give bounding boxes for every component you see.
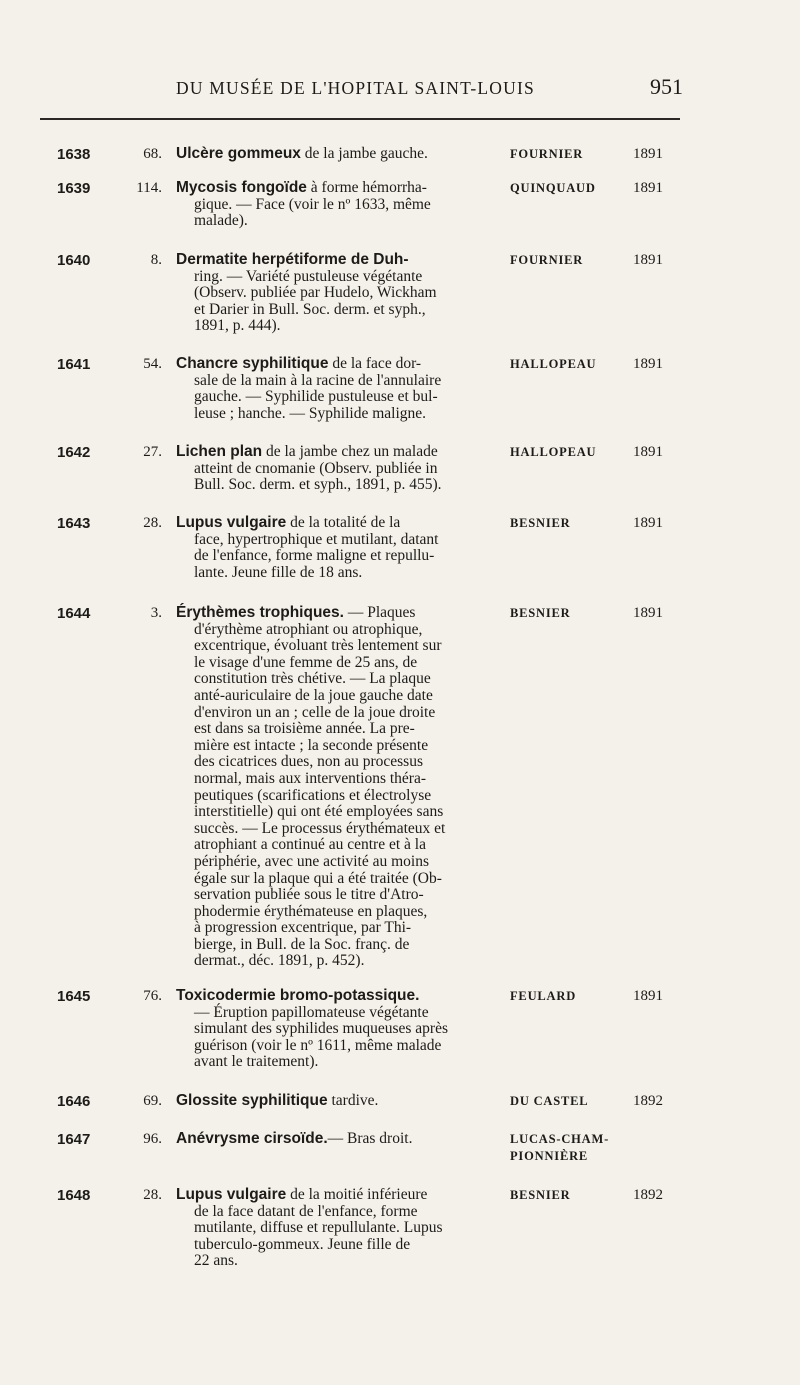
- entry-ref: 114.: [136, 180, 162, 196]
- entry-title: Anévrysme cirsoïde.: [176, 1130, 328, 1147]
- entry-ref: 54.: [143, 356, 162, 372]
- entry-author: FOURNIER: [510, 147, 584, 161]
- entry-number: 1639: [57, 180, 91, 197]
- entry-line: gique. — Face (voir le nº 1633, même: [194, 195, 431, 213]
- entry-line: 22 ans.: [194, 1252, 238, 1270]
- entry-title: Lupus vulgaire: [176, 1186, 287, 1203]
- entry-author: LUCAS-CHAM- PIONNIÈRE: [510, 1132, 610, 1163]
- entry-line: avant le traitement).: [194, 1053, 319, 1071]
- entry-line: leuse ; hanche. — Syphilide maligne.: [194, 404, 427, 422]
- entry-line: normal, mais aux interventions théra-: [194, 769, 427, 787]
- entry-line: simulant des syphilides muqueuses après: [194, 1020, 448, 1038]
- entry-ref: 3.: [150, 605, 162, 621]
- entry-year: 1891: [633, 146, 663, 162]
- entry-line: excentrique, évoluant très lentement sur: [194, 637, 442, 655]
- entry-line: — Plaques: [347, 604, 416, 621]
- entry-line: tuberculo-gommeux. Jeune fille de: [194, 1235, 411, 1253]
- entry-author: FOURNIER: [510, 253, 584, 267]
- entry-year: 1892: [633, 1093, 663, 1109]
- entry-line: est dans sa troisième année. La pre-: [194, 720, 415, 738]
- entry-line: égale sur la plaque qui a été traitée (Ob-: [194, 869, 442, 887]
- entry-line: servation publiée sous le titre d'Atro-: [194, 886, 424, 904]
- entry-author: FEULARD: [510, 989, 577, 1003]
- entry-number: 1647: [57, 1131, 91, 1148]
- entry-title: Chancre syphilitique: [176, 355, 329, 372]
- entry-description: [176, 444, 498, 494]
- entry-year: 1891: [633, 988, 663, 1004]
- entry-ref: 68.: [143, 146, 162, 162]
- entry-ref: 76.: [143, 988, 162, 1004]
- entry-line: succès. — Le processus érythémateux et: [194, 819, 446, 837]
- header-rule: [40, 118, 680, 120]
- entry-ref: 28.: [143, 1187, 162, 1203]
- entry-description: [176, 1131, 498, 1148]
- entry-number: 1640: [57, 252, 91, 269]
- page-header: [0, 72, 800, 108]
- entry-year: 1891: [633, 515, 663, 531]
- entry-line: guérison (voir le nº 1611, même malade: [194, 1036, 442, 1054]
- entry-line: ring. — Variété pustuleuse végétante: [194, 267, 423, 285]
- entry-description: [176, 1187, 498, 1270]
- entry-line: de la totalité de la: [290, 514, 401, 531]
- entry-title: Toxicodermie bromo-potassique.: [176, 987, 420, 1004]
- entry-line: lante. Jeune fille de 18 ans.: [194, 563, 363, 581]
- entry-year: 1891: [633, 444, 663, 460]
- entry-author: BESNIER: [510, 606, 571, 620]
- entry-number: 1641: [57, 356, 91, 373]
- entry-ref: 96.: [143, 1131, 162, 1147]
- entry-line: à forme hémorrha-: [310, 179, 427, 196]
- entry-ref: 8.: [150, 252, 162, 268]
- entry-line: malade).: [194, 212, 248, 230]
- entry-line: anté-auriculaire de la joue gauche date: [194, 686, 433, 704]
- entry-line: de l'enfance, forme maligne et repullu-: [194, 547, 435, 565]
- entry-line: (Observ. publiée par Hudelo, Wickham: [194, 284, 437, 302]
- page-number: 951: [650, 74, 683, 99]
- entry-line: de la jambe gauche.: [304, 145, 428, 162]
- entry-title: Lichen plan: [176, 443, 263, 460]
- entry-line: phodermie érythémateuse en plaques,: [194, 902, 428, 920]
- entry-number: 1642: [57, 444, 91, 461]
- entry-description: [176, 515, 498, 581]
- entry-line: de la jambe chez un malade: [266, 443, 438, 460]
- entry-description: [176, 988, 498, 1071]
- entry-description: [176, 605, 498, 970]
- entry-description: [176, 252, 498, 335]
- entry-title: Ulcère gommeux: [176, 145, 301, 162]
- entry-number: 1638: [57, 146, 91, 163]
- entry-line: constitution très chétive. — La plaque: [194, 670, 431, 688]
- entry-description: [176, 180, 498, 230]
- entry-number: 1643: [57, 515, 91, 532]
- entry-line: dermat., déc. 1891, p. 452).: [194, 952, 365, 970]
- entry-line: d'environ un an ; celle de la joue droite: [194, 703, 436, 721]
- entry-title: Glossite syphilitique: [176, 1092, 328, 1109]
- entry-line: de la face dor-: [332, 355, 422, 372]
- entry-description: [176, 146, 498, 163]
- entry-author: DU CASTEL: [510, 1094, 589, 1108]
- entry-year: 1891: [633, 252, 663, 268]
- entry-author: BESNIER: [510, 1188, 571, 1202]
- entry-line: — Bras droit.: [327, 1130, 413, 1147]
- entry-line: sale de la main à la racine de l'annulaire: [194, 371, 442, 389]
- entry-ref: 69.: [143, 1093, 162, 1109]
- entry-line: périphérie, avec une activité au moins: [194, 852, 429, 870]
- entry-title: Érythèmes trophiques.: [176, 604, 344, 621]
- entry-ref: 27.: [143, 444, 162, 460]
- entry-line: gauche. — Syphilide pustuleuse et bul-: [194, 388, 438, 406]
- entry-line: des cicatrices dues, non au processus: [194, 753, 423, 771]
- entry-line: Bull. Soc. derm. et syph., 1891, p. 455).: [194, 476, 442, 494]
- entry-description: [176, 356, 498, 422]
- entry-line: bierge, in Bull. de la Soc. franç. de: [194, 935, 410, 953]
- entry-author: QUINQUAUD: [510, 181, 596, 195]
- entry-line: à progression excentrique, par Thi-: [194, 919, 412, 937]
- entry-year: 1891: [633, 180, 663, 196]
- entry-number: 1645: [57, 988, 91, 1005]
- entry-year: 1891: [633, 605, 663, 621]
- entry-line: de la moitié inférieure: [290, 1186, 428, 1203]
- entry-line: le visage d'une femme de 25 ans, de: [194, 653, 418, 671]
- entry-line: mutilante, diffuse et repullulante. Lupus: [194, 1219, 443, 1237]
- entry-line: atteint de cnomanie (Observ. publiée in: [194, 459, 438, 477]
- entry-line: et Darier in Bull. Soc. derm. et syph.,: [194, 300, 426, 318]
- running-title: DU MUSÉE DE L'HOPITAL SAINT-LOUIS: [176, 78, 535, 98]
- entry-year: 1891: [633, 356, 663, 372]
- entry-number: 1644: [57, 605, 91, 622]
- entry-number: 1648: [57, 1187, 91, 1204]
- entry-year: 1892: [633, 1187, 663, 1203]
- entry-line: mière est intacte ; la seconde présente: [194, 736, 429, 754]
- entry-line: tardive.: [331, 1092, 379, 1109]
- entry-number: 1646: [57, 1093, 91, 1110]
- entry-title: Dermatite herpétiforme de Duh-: [176, 251, 409, 268]
- entry-description: [176, 1093, 498, 1110]
- entry-line: face, hypertrophique et mutilant, datant: [194, 530, 439, 548]
- entry-line: atrophiant a continué au centre et à la: [194, 836, 426, 854]
- entry-title: Lupus vulgaire: [176, 514, 287, 531]
- entry-title: Mycosis fongoïde: [176, 179, 307, 196]
- entry-line: peutiques (scarifications et électrolyse: [194, 786, 432, 804]
- entry-author: BESNIER: [510, 516, 571, 530]
- entry-author: HALLOPEAU: [510, 357, 597, 371]
- entry-line: 1891, p. 444).: [194, 317, 281, 335]
- entry-ref: 28.: [143, 515, 162, 531]
- entry-line: interstitielle) qui ont été employées sans: [194, 803, 444, 821]
- entry-author: HALLOPEAU: [510, 445, 597, 459]
- entry-line: d'érythème atrophiant ou atrophique,: [194, 620, 423, 638]
- entry-line: — Éruption papillomateuse végétante: [194, 1003, 429, 1021]
- entry-line: de la face datant de l'enfance, forme: [194, 1202, 418, 1220]
